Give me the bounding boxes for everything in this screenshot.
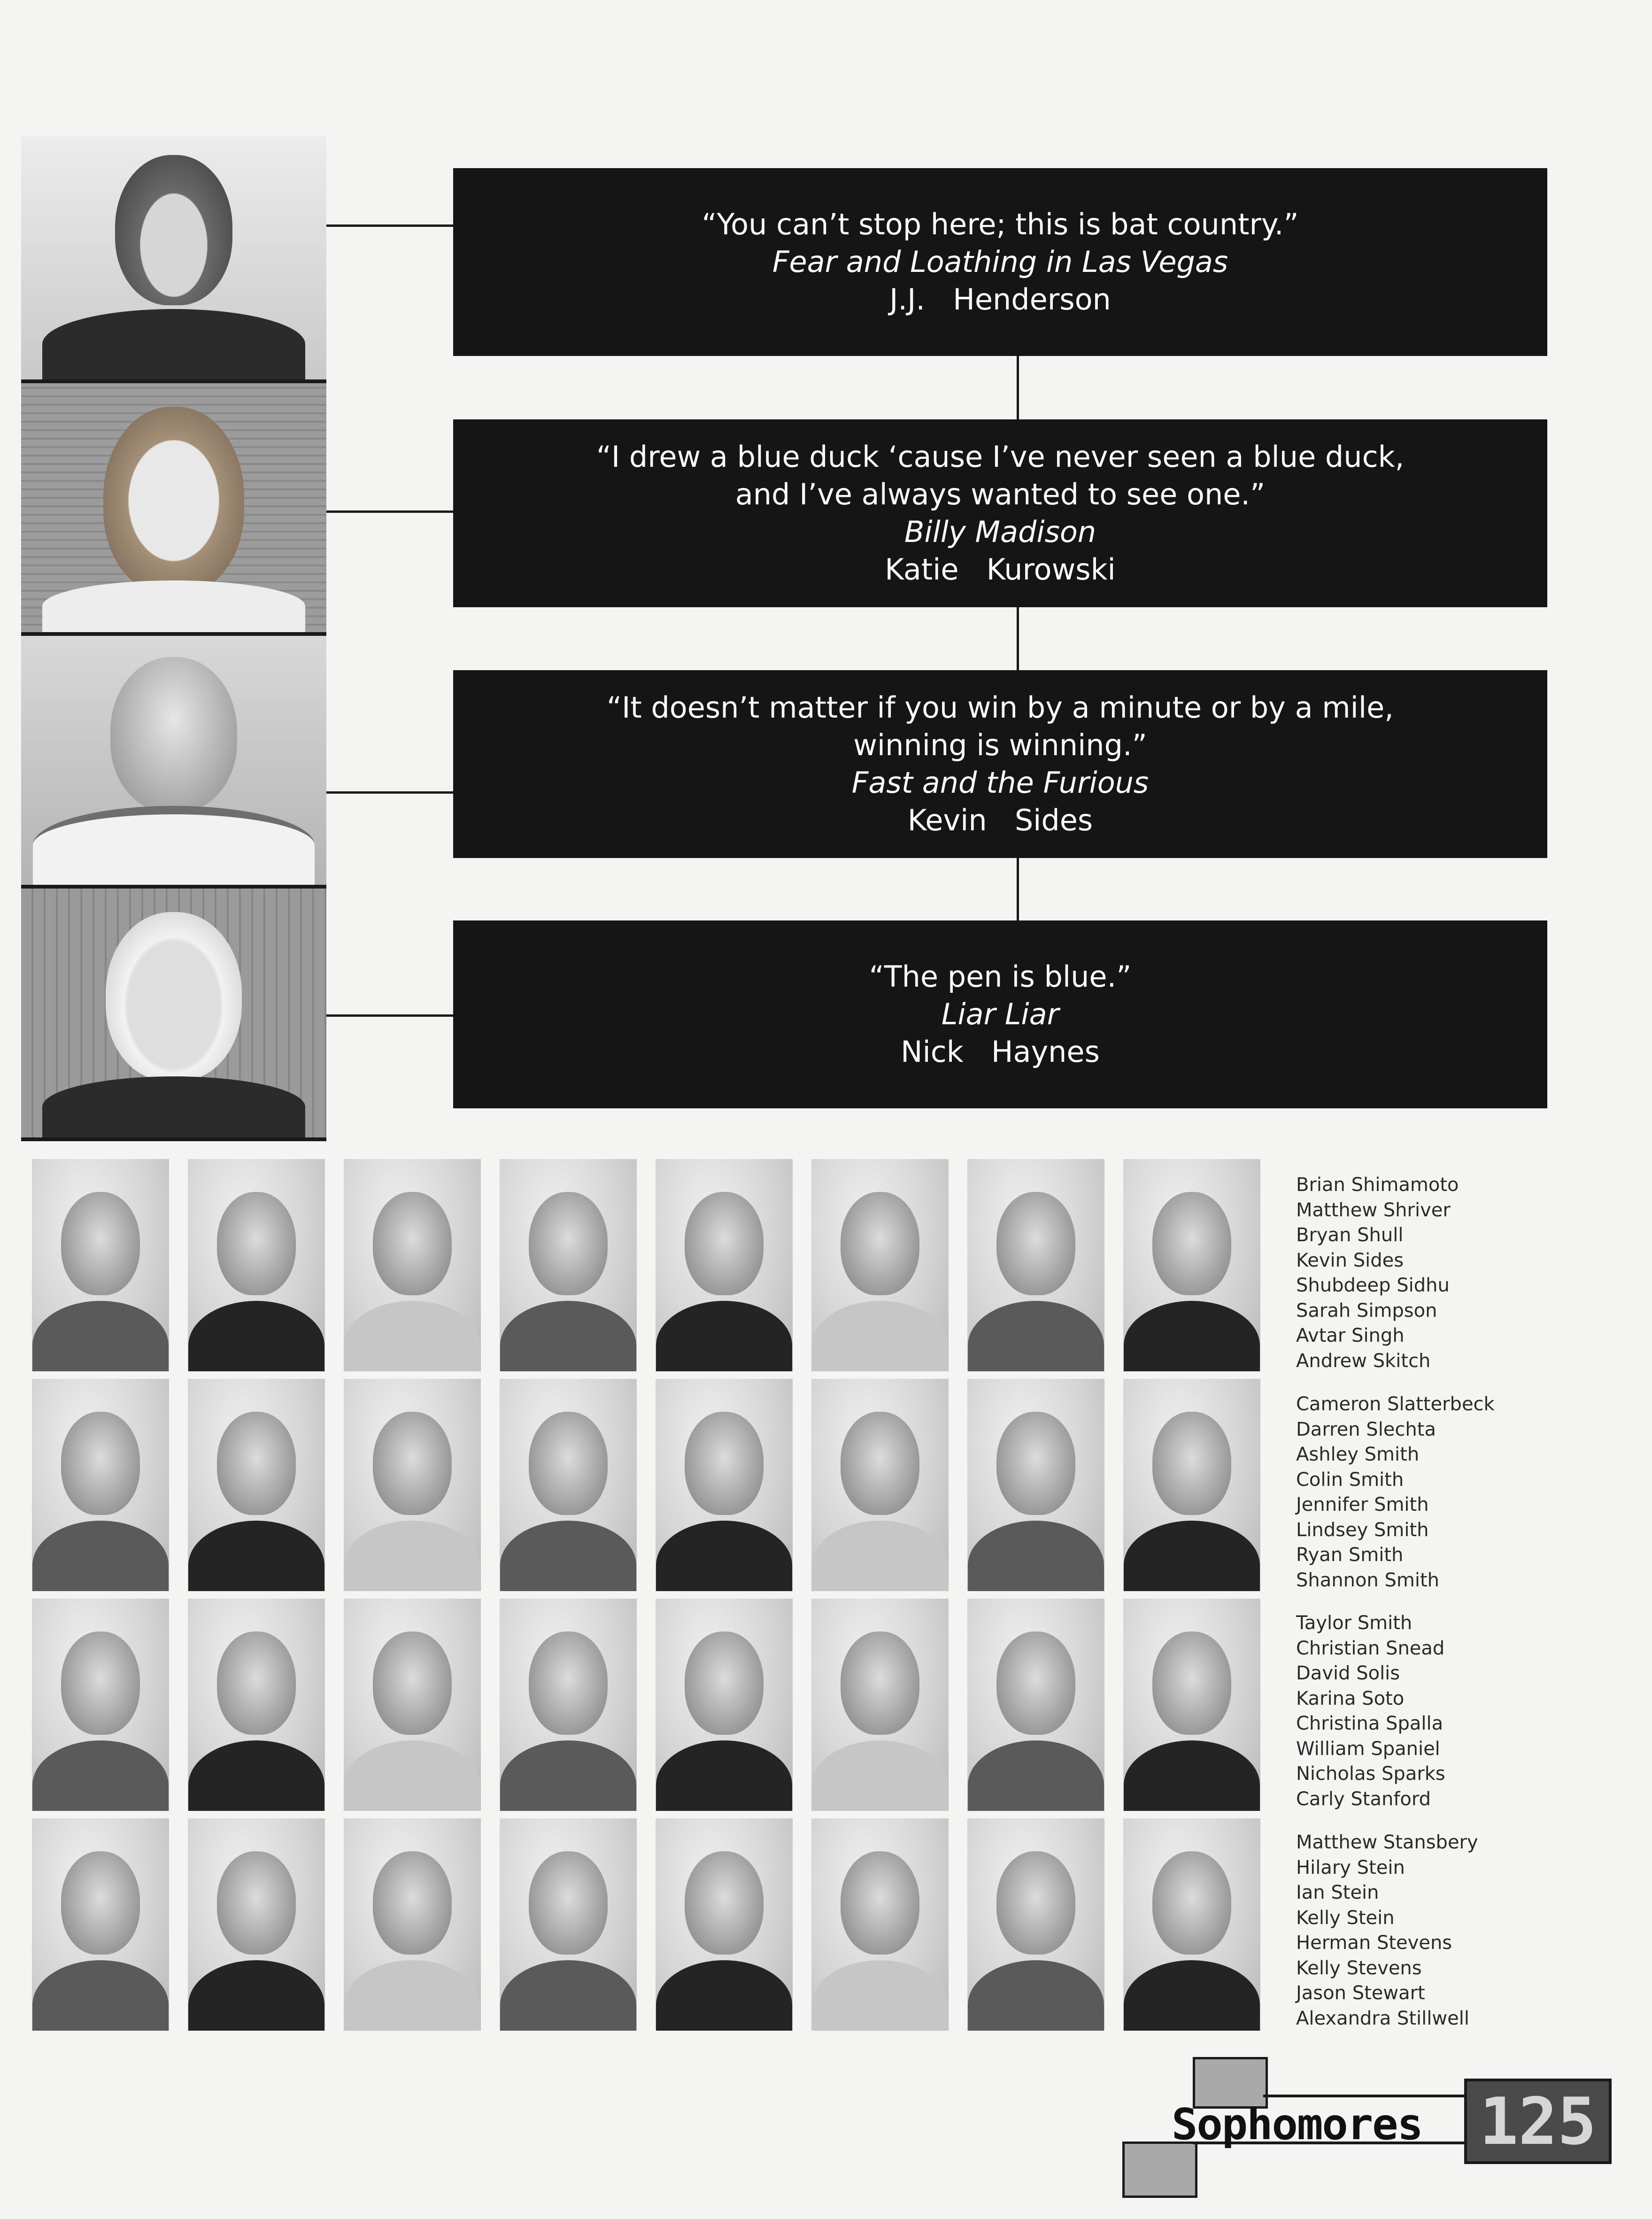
connector-line — [1017, 858, 1019, 920]
student-name: Kelly Stein — [1296, 1907, 1395, 1929]
student-portrait — [656, 1818, 793, 2031]
student-name: Ian Stein — [1296, 1882, 1379, 1903]
student-portrait — [811, 1159, 949, 1371]
student-portrait — [344, 1599, 481, 1811]
quote-box — [453, 168, 1547, 356]
student-name: Taylor Smith — [1296, 1612, 1413, 1634]
student-name: Alexandra Stillwell — [1296, 2007, 1469, 2029]
quote-text: “I drew a blue duck ‘cause I’ve never seen a blue duck, and I’ve always wanted to see one.” — [596, 440, 1405, 511]
connector-line — [326, 1014, 453, 1017]
portrait-grid — [32, 1159, 1262, 2033]
student-portrait — [32, 1379, 169, 1591]
feature-photo-henderson — [21, 136, 326, 383]
student-portrait — [1123, 1159, 1260, 1371]
quote-box — [453, 920, 1547, 1108]
student-name: Kelly Stevens — [1296, 1957, 1422, 1979]
student-name: Matthew Stansbery — [1296, 1832, 1478, 1853]
connector-line — [326, 510, 453, 513]
connector-line — [326, 224, 453, 227]
student-portrait — [656, 1379, 793, 1591]
student-portrait — [344, 1818, 481, 2031]
student-name: Jason Stewart — [1296, 1982, 1425, 2004]
student-name: Jennifer Smith — [1296, 1494, 1429, 1515]
student-portrait — [188, 1818, 325, 2031]
decorative-square — [1122, 2142, 1197, 2198]
student-name: Brian Shimamoto — [1296, 1174, 1459, 1196]
student-name: Darren Slechta — [1296, 1418, 1436, 1440]
student-portrait — [1123, 1818, 1260, 2031]
student-name: Ashley Smith — [1296, 1444, 1420, 1465]
student-name: Colin Smith — [1296, 1469, 1404, 1491]
student-portrait — [1123, 1379, 1260, 1591]
quote-box — [453, 670, 1547, 858]
student-portrait — [32, 1818, 169, 2031]
student-name: Carly Stanford — [1296, 1788, 1431, 1810]
student-name: Bryan Shull — [1296, 1224, 1404, 1246]
student-name: Christian Snead — [1296, 1637, 1445, 1659]
quote-text: “It doesn’t matter if you win by a minute or by a mile, winning is winning.” — [607, 690, 1394, 762]
name-list-row-3 — [1296, 1611, 1445, 1812]
student-portrait — [656, 1599, 793, 1811]
student-name: Shannon Smith — [1296, 1569, 1439, 1591]
student-portrait — [500, 1599, 637, 1811]
film-title: Billy Madison — [904, 515, 1096, 549]
name-list-row-2 — [1296, 1392, 1495, 1593]
feature-photo-haynes — [21, 889, 326, 1141]
quote-text: “The pen is blue.” — [869, 959, 1132, 994]
student-name: Karina Soto — [1296, 1687, 1405, 1709]
student-portrait — [500, 1159, 637, 1371]
student-name: Herman Stevens — [1296, 1932, 1452, 1954]
student-portrait — [500, 1818, 637, 2031]
student-name: Nicholas Sparks — [1296, 1763, 1445, 1785]
student-name: Shubdeep Sidhu — [1296, 1275, 1450, 1296]
student-name: Matthew Shriver — [1296, 1199, 1451, 1221]
student-portrait — [32, 1159, 169, 1371]
quote-box — [453, 419, 1547, 607]
film-title: Fear and Loathing in Las Vegas — [772, 245, 1228, 279]
feature-photo-sides — [21, 636, 326, 889]
student-portrait — [811, 1818, 949, 2031]
student-name: Kevin Sides — [907, 803, 1093, 837]
student-portrait — [967, 1379, 1104, 1591]
footer-rule — [1263, 2095, 1465, 2097]
student-portrait — [188, 1379, 325, 1591]
quote-text: “You can’t stop here; this is bat country.” — [702, 207, 1299, 241]
student-name: Avtar Singh — [1296, 1325, 1405, 1346]
student-name: Hilary Stein — [1296, 1856, 1405, 1879]
student-portrait — [967, 1818, 1104, 2031]
feature-photo-kurowski — [21, 383, 326, 636]
connector-line — [326, 791, 453, 794]
student-name: Ryan Smith — [1296, 1544, 1404, 1566]
student-name: Katie Kurowski — [885, 552, 1116, 587]
student-name: William Spaniel — [1296, 1738, 1440, 1760]
student-portrait — [500, 1379, 637, 1591]
student-name: Sarah Simpson — [1296, 1299, 1437, 1322]
connector-line — [1017, 607, 1019, 670]
student-name: Kevin Sides — [1296, 1249, 1404, 1271]
film-title: Liar Liar — [941, 997, 1059, 1031]
student-name: Nick Haynes — [901, 1035, 1100, 1069]
student-name: Cameron Slatterbeck — [1296, 1393, 1495, 1415]
page-number: 125 — [1464, 2079, 1612, 2164]
student-portrait — [811, 1599, 949, 1811]
student-portrait — [344, 1159, 481, 1371]
film-title: Fast and the Furious — [851, 765, 1149, 800]
student-portrait — [967, 1159, 1104, 1371]
student-name: Christina Spalla — [1296, 1713, 1444, 1734]
connector-line — [1017, 356, 1019, 419]
name-list-row-4 — [1296, 1830, 1478, 2031]
student-portrait — [32, 1599, 169, 1811]
student-portrait — [1123, 1599, 1260, 1811]
name-list-row-1 — [1296, 1173, 1459, 1374]
student-name: Lindsey Smith — [1296, 1519, 1429, 1541]
student-portrait — [188, 1159, 325, 1371]
section-label: Sophomores — [1172, 2099, 1422, 2149]
student-name: David Solis — [1296, 1662, 1400, 1684]
student-portrait — [344, 1379, 481, 1591]
student-name: J.J. Henderson — [889, 282, 1111, 317]
student-name: Andrew Skitch — [1296, 1350, 1431, 1372]
student-portrait — [656, 1159, 793, 1371]
student-portrait — [188, 1599, 325, 1811]
student-portrait — [811, 1379, 949, 1591]
student-portrait — [967, 1599, 1104, 1811]
